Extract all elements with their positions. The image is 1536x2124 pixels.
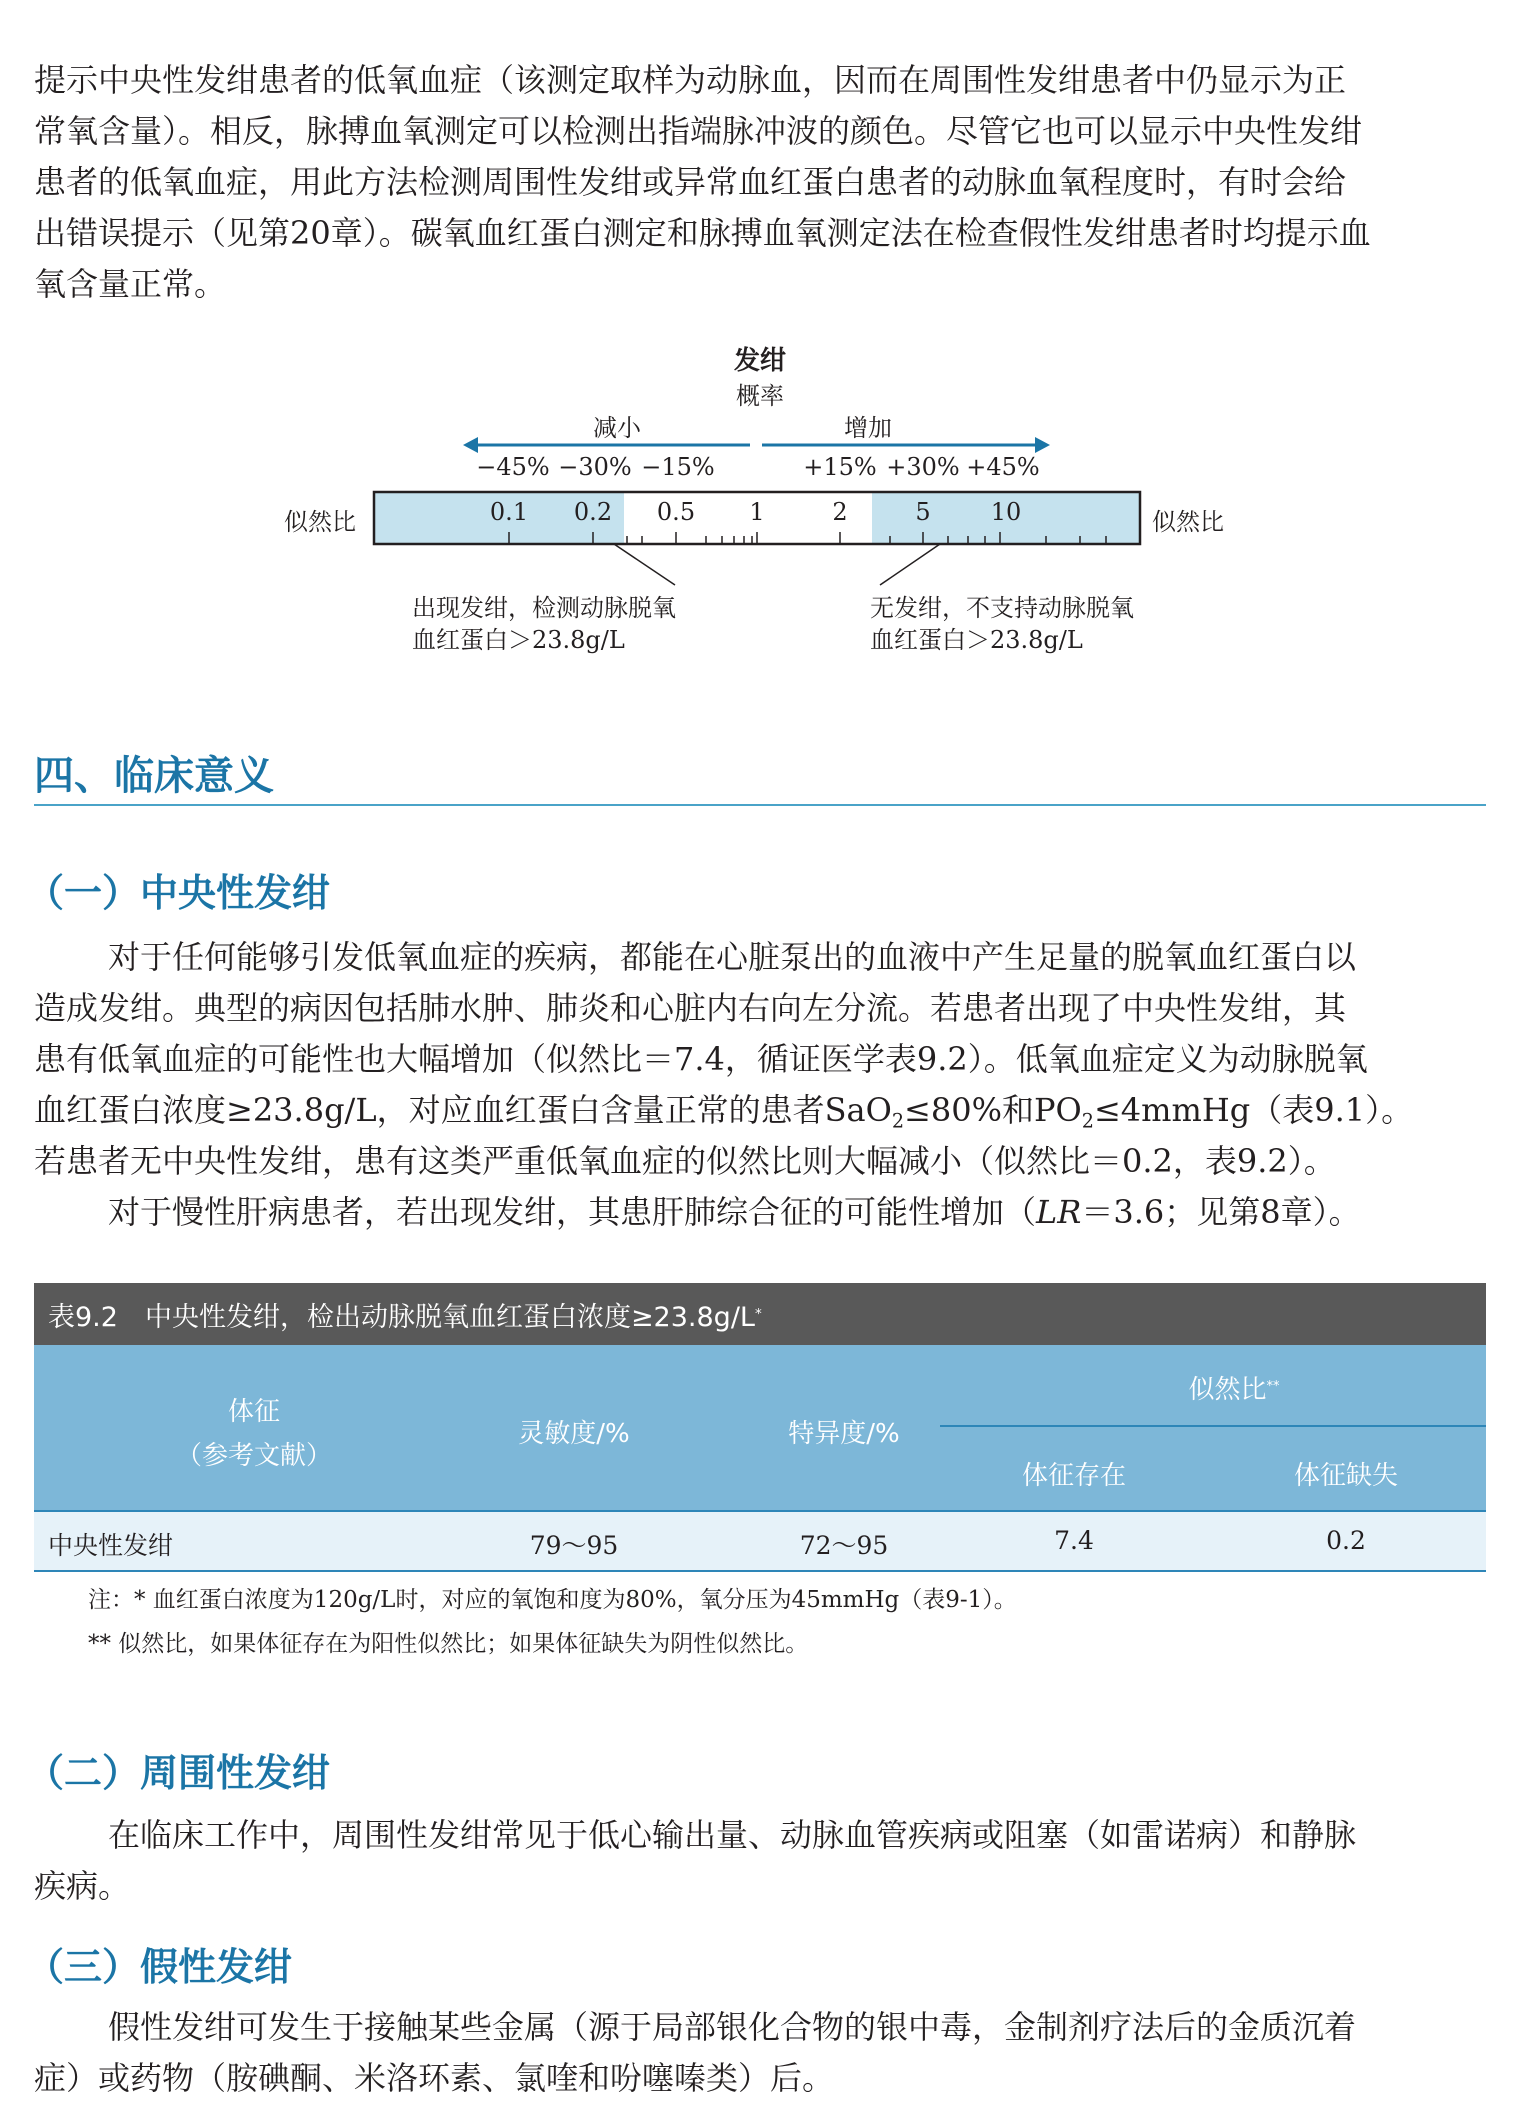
evidence-table	[34, 1283, 1486, 1666]
col-lr-mark: **	[1266, 1379, 1280, 1395]
right-scale-label: 似然比	[1152, 508, 1224, 536]
col-lr-text: 似然比	[1188, 1375, 1267, 1405]
paragraph-line: 对于任何能够引发低氧血症的疾病，都能在心脏泵出的血液中产生足量的脱氧血红蛋白以	[108, 938, 1357, 976]
left-callout-text: 出现发绀，检测动脉脱氧	[412, 594, 676, 622]
paragraph-line: 若患者无中央性发绀，患有这类严重低氧血症的似然比则大幅减小（似然比＝0.2，表9.2）。	[34, 1142, 1336, 1180]
section-title: 四、临床意义	[34, 753, 274, 799]
table-note: 注：* 血红蛋白浓度为120g/L时，对应的氧饱和度为80%，氧分压为45mmHg（表9-1）。	[88, 1587, 1017, 1613]
scale-value: 5	[915, 498, 931, 526]
cell-sensitivity: 79～95	[529, 1531, 619, 1560]
paragraph-line: 症）或药物（胺碘酮、米洛环素、氯喹和吩噻嗪类）后。	[34, 2059, 835, 2097]
col-specificity: 特异度/%	[788, 1419, 900, 1449]
paragraph-line: 假性发绀可发生于接触某些金属（源于局部银化合物的银中毒，金制剂疗法后的金质沉着	[108, 2008, 1357, 2046]
scale-value: 1	[749, 498, 765, 526]
pct-increase-30: +30%	[886, 453, 960, 481]
subsection-title-peripheral: （二）周围性发绀	[26, 1751, 331, 1795]
intro-line: 出错误提示（见第20章）。碳氧血红蛋白测定和脉搏血氧测定法在检查假性发绀患者时均提示血	[34, 214, 1371, 252]
line-text: ≤80%和PO	[904, 1091, 1082, 1129]
scale-value: 0.5	[656, 498, 696, 526]
col-sign: 体征	[227, 1397, 280, 1427]
table-notes	[34, 1578, 1486, 1666]
subsection-title-central: （一）中央性发绀	[26, 871, 331, 915]
figure-title: 发绀	[733, 346, 787, 376]
pseudocyanosis-paragraph	[34, 2002, 1486, 2104]
increase-label: 增加	[844, 414, 892, 442]
decrease-arrow	[463, 437, 750, 453]
col-sensitivity: 灵敏度/%	[518, 1419, 630, 1449]
intro-line: 提示中央性发绀患者的低氧血症（该测定取样为动脉血，因而在周围性发绀患者中仍显示为正	[34, 61, 1347, 99]
likelihood-ratio-nomogram	[0, 330, 1536, 660]
subscript: 2	[1081, 1109, 1094, 1133]
header-divider	[940, 1425, 1486, 1427]
right-callout-text: 血红蛋白＞23.8g/L	[870, 626, 1083, 654]
paragraph-line: 造成发绀。典型的病因包括肺水肿、肺炎和心脏内右向左分流。若患者出现了中央性发绀，其	[34, 989, 1347, 1027]
section-rule	[34, 804, 1486, 806]
table-header	[34, 1345, 1486, 1510]
paragraph-line	[34, 1085, 1486, 1136]
col-likelihood-ratio	[1114, 1369, 1354, 1406]
col-absent: 体征缺失	[1293, 1461, 1398, 1491]
central-cyanosis-paragraph	[34, 932, 1486, 1238]
cell-lr-present: 7.4	[1054, 1526, 1094, 1555]
figure-subtitle: 概率	[736, 382, 784, 410]
line-text: ＝3.6；见第8章）。	[1081, 1193, 1361, 1231]
pct-decrease-30: −30%	[558, 453, 632, 481]
paragraph-line: 患有低氧血症的可能性也大幅增加（似然比＝7.4，循证医学表9.2）。低氧血症定义为动脉脱氧	[34, 1040, 1368, 1078]
paragraph-line: 疾病。	[34, 1867, 131, 1905]
pct-increase-45: +45%	[966, 453, 1040, 481]
right-callout-line	[880, 544, 940, 585]
table-note: ** 似然比，如果体征存在为阳性似然比；如果体征缺失为阴性似然比。	[88, 1631, 809, 1657]
line-text: 血红蛋白浓度≥23.8g/L，对应血红蛋白含量正常的患者SaO	[34, 1091, 892, 1129]
pct-increase-15: +15%	[803, 453, 877, 481]
table-caption-text: 表9.2 中央性发绀，检出动脉脱氧血红蛋白浓度≥23.8g/L	[48, 1301, 755, 1333]
cell-lr-absent: 0.2	[1326, 1526, 1366, 1555]
intro-paragraph	[34, 55, 1486, 310]
left-callout-text: 血红蛋白＞23.8g/L	[412, 626, 625, 654]
peripheral-cyanosis-paragraph	[34, 1810, 1486, 1912]
lr-abbrev: LR	[1036, 1193, 1082, 1231]
scale-value: 0.1	[489, 498, 529, 526]
table-caption: 表9.2 中央性发绀，检出动脉脱氧血红蛋白浓度≥23.8g/L *	[34, 1283, 1486, 1345]
scale-value: 0.2	[573, 498, 613, 526]
line-text: 对于慢性肝病患者，若出现发绀，其患肝肺综合征的可能性增加（	[108, 1193, 1037, 1231]
subscript: 2	[891, 1109, 905, 1133]
subsection-title-pseudo: （三）假性发绀	[26, 1945, 293, 1989]
scale-value: 2	[832, 498, 848, 526]
cell-specificity: 72～95	[799, 1531, 889, 1560]
paragraph-line	[34, 1187, 1486, 1238]
col-present: 体征存在	[1021, 1461, 1126, 1491]
intro-line: 常氧含量）。相反，脉搏血氧测定可以检测出指端脉冲波的颜色。尽管它也可以显示中央性发绀	[34, 112, 1363, 150]
increase-arrow	[762, 437, 1050, 453]
line-text: ≤4mmHg（表9.1）。	[1093, 1091, 1414, 1129]
intro-line: 氧含量正常。	[34, 265, 227, 303]
cell-sign: 中央性发绀	[48, 1531, 174, 1560]
intro-line: 患者的低氧血症，用此方法检测周围性发绀或异常血红蛋白患者的动脉血氧程度时，有时会给	[34, 163, 1347, 201]
pct-decrease-45: −45%	[476, 453, 550, 481]
col-sign-sub: （参考文献）	[175, 1441, 332, 1471]
left-callout-line	[614, 544, 675, 585]
left-scale-label: 似然比	[284, 508, 356, 536]
right-callout-text: 无发绀，不支持动脉脱氧	[870, 594, 1134, 622]
pct-decrease-15: −15%	[641, 453, 715, 481]
decrease-label: 减小	[593, 414, 641, 442]
table-row	[34, 1510, 1486, 1572]
scale-value: 10	[990, 498, 1022, 526]
paragraph-line: 在临床工作中，周围性发绀常见于低心输出量、动脉血管疾病或阻塞（如雷诺病）和静脉	[108, 1816, 1357, 1854]
nomogram-graphic	[0, 330, 1536, 660]
